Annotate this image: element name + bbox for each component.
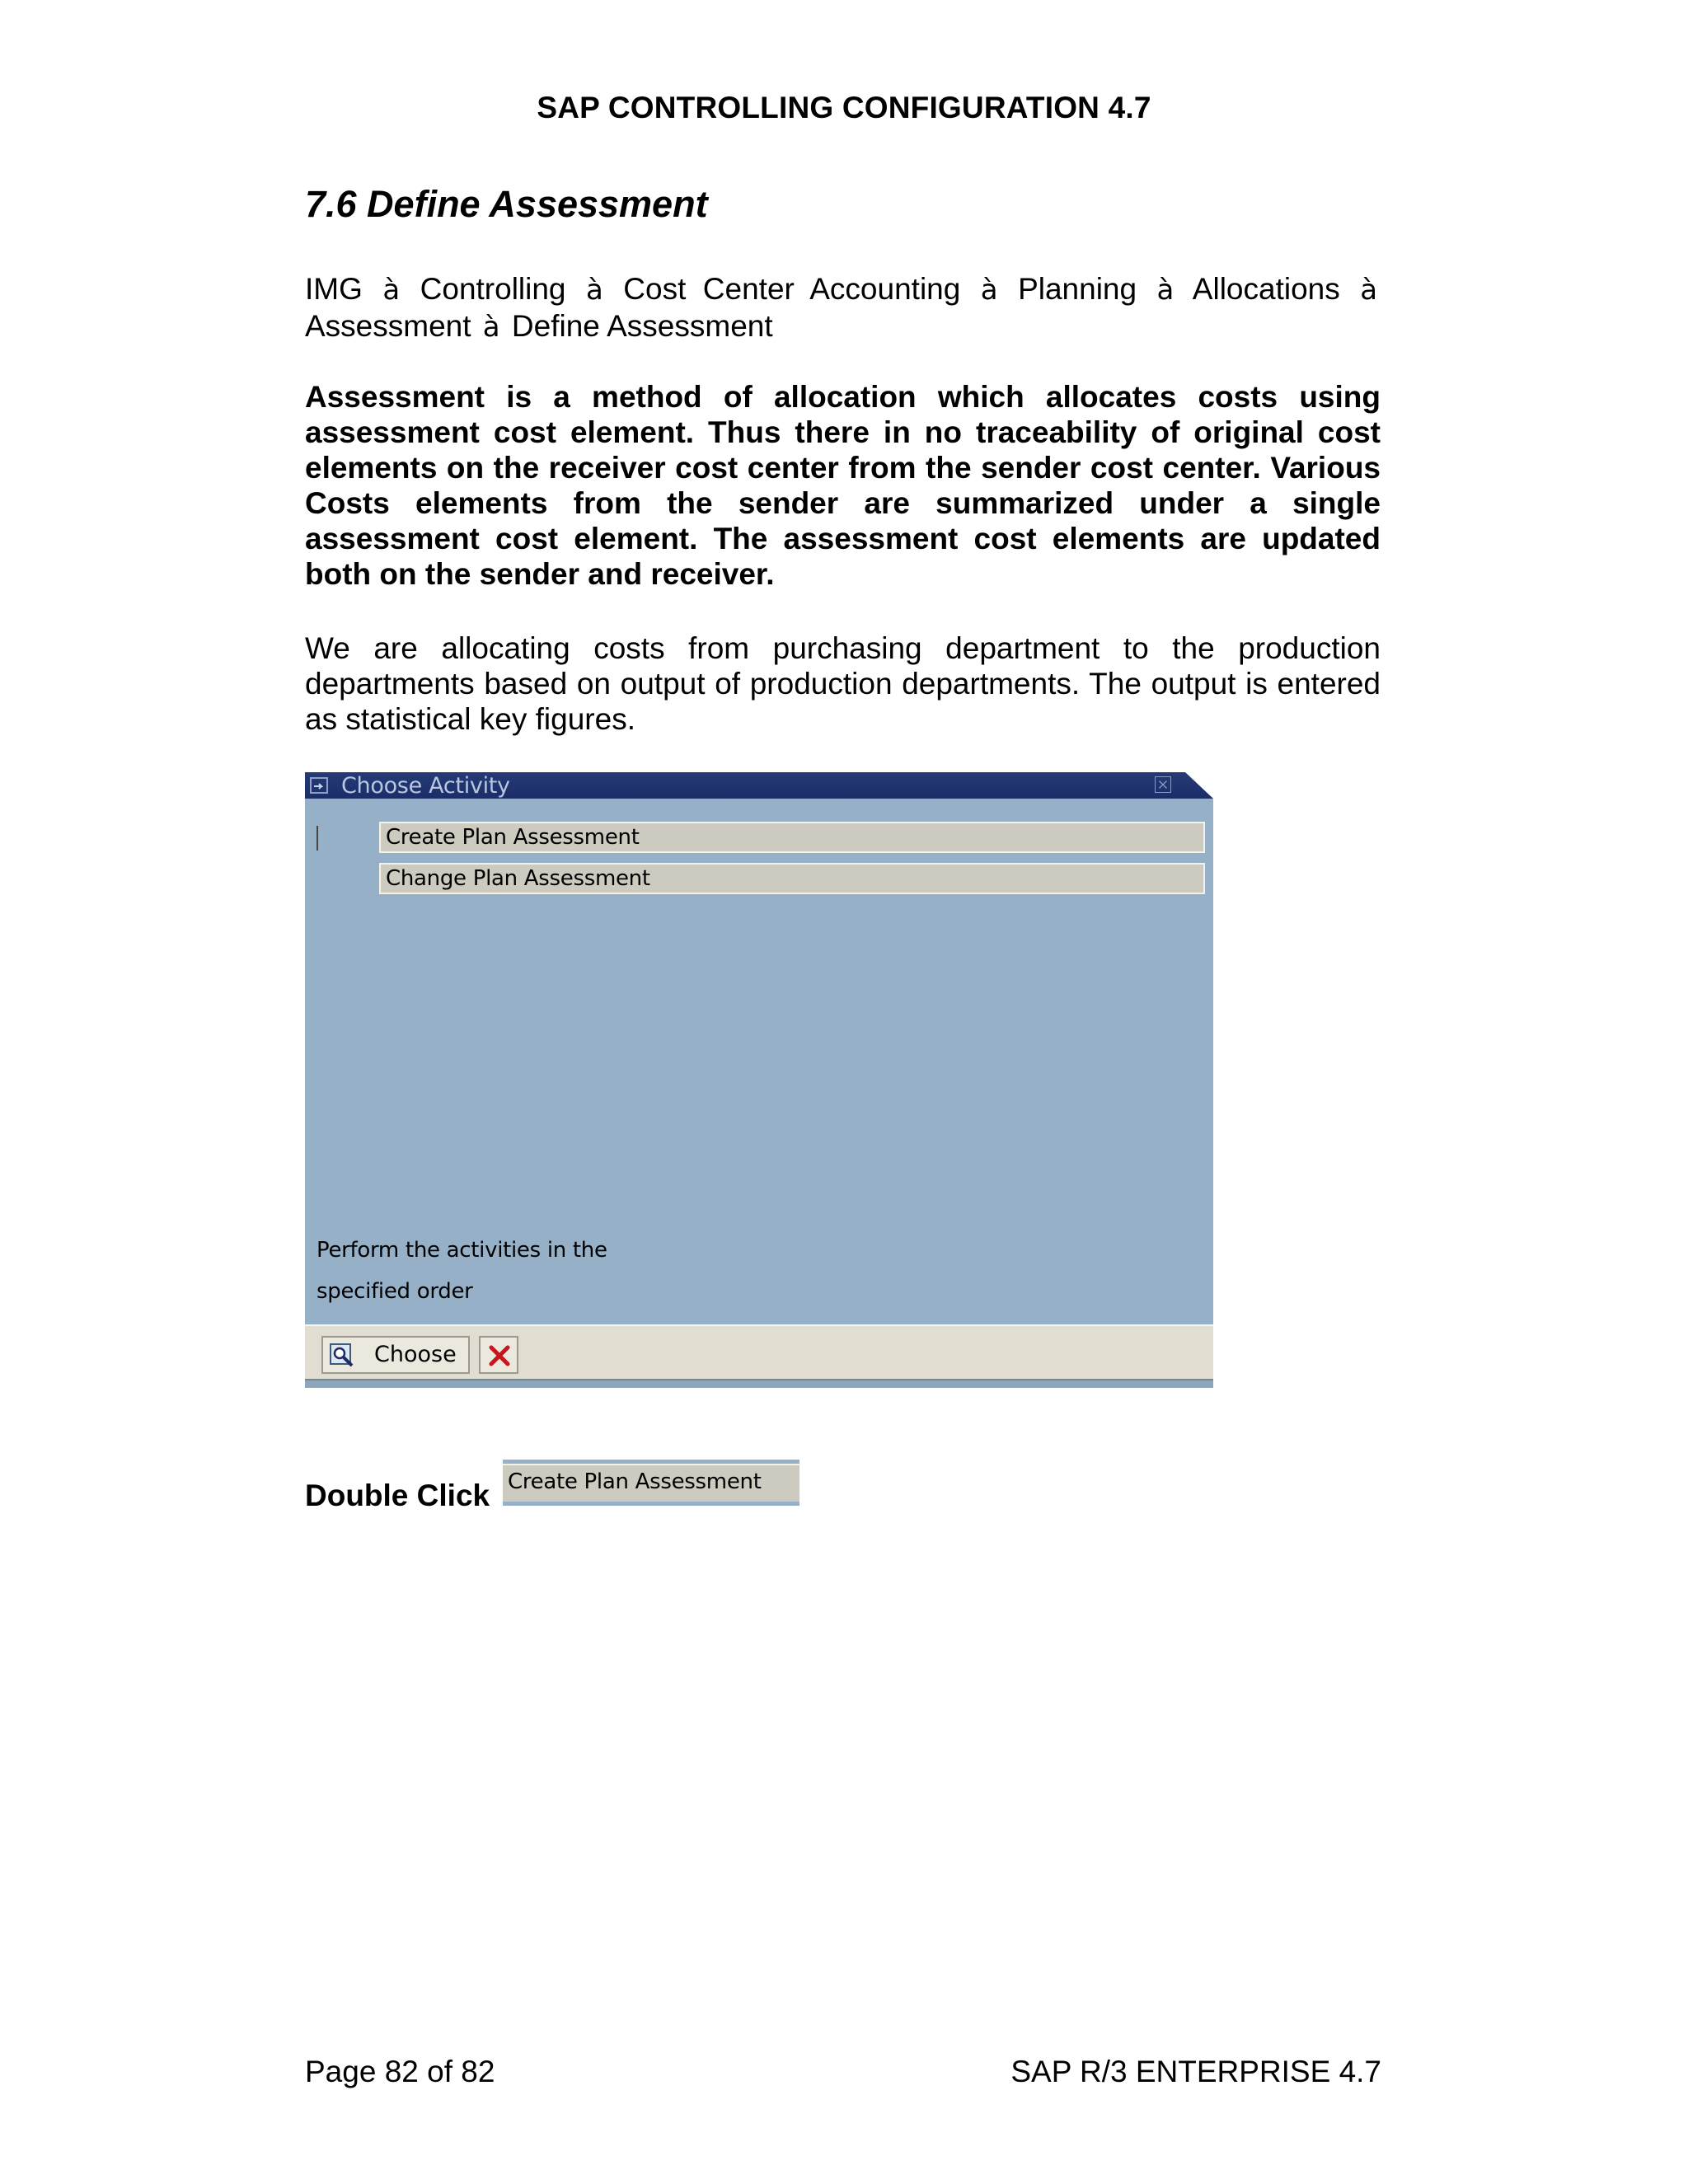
instruction-label: Double Click (305, 1479, 490, 1512)
choose-activity-dialog (305, 772, 1213, 1388)
footer-product: SAP R/3 ENTERPRISE 4.7 (1010, 2055, 1381, 2088)
choose-label: Choose (374, 1342, 457, 1367)
path-arrow: à (382, 274, 401, 307)
definition-paragraph: Assessment is a method of allocation which allocates costs using assessment cost element. Thus there in no traceability of original cost elements on the receiver cost center from the sender cost center. Various Costs elements from the sender are summarized under a single assessment cost element. The assessment cost elements are updated both on the sender and receiver. (305, 380, 1381, 591)
dialog-hint-text (316, 1230, 663, 1312)
path-step: Define Assessment (511, 309, 773, 343)
img-menu-path (305, 271, 1381, 345)
path-arrow: à (585, 274, 603, 307)
path-step: Allocations (1192, 272, 1340, 306)
path-step: Cost Center Accounting (623, 272, 961, 306)
create-plan-assessment-button[interactable]: Create Plan Assessment (379, 822, 1205, 853)
document-header: SAP CONTROLLING CONFIGURATION 4.7 (537, 91, 1151, 124)
hint-line: Perform the activities in the (316, 1238, 607, 1263)
path-arrow: à (1156, 274, 1175, 307)
path-step: IMG (305, 272, 363, 306)
page-number: Page 82 of 82 (305, 2055, 495, 2088)
create-plan-assessment-sample-button[interactable]: Create Plan Assessment (503, 1460, 799, 1506)
dialog-footer (305, 1324, 1213, 1379)
cancel-x-icon (488, 1344, 511, 1367)
choose-magnifier-icon (330, 1343, 354, 1368)
path-step: Controlling (420, 272, 566, 306)
section-title: 7.6 Define Assessment (305, 183, 708, 225)
change-plan-assessment-button[interactable]: Change Plan Assessment (379, 863, 1205, 894)
hint-line: specified order (316, 1279, 473, 1304)
dialog-bottom-edge (305, 1379, 1213, 1388)
path-arrow: à (980, 274, 998, 307)
dialog-titlebar[interactable] (305, 772, 1213, 799)
window-icon (310, 777, 328, 794)
dialog-title: Choose Activity (341, 773, 510, 799)
cancel-button[interactable] (479, 1336, 518, 1374)
choose-button[interactable] (321, 1336, 470, 1374)
path-arrow: à (1360, 274, 1378, 307)
titlebar-corner (1185, 772, 1213, 799)
path-step: Planning (1018, 272, 1137, 306)
scenario-paragraph: We are allocating costs from purchasing department to the production departments based on output of production departments. The output is entered as statistical key figures. (305, 631, 1381, 736)
path-step: Assessment (305, 309, 471, 343)
path-arrow: à (482, 311, 500, 344)
close-icon[interactable] (1155, 776, 1171, 793)
text-cursor (316, 826, 318, 851)
